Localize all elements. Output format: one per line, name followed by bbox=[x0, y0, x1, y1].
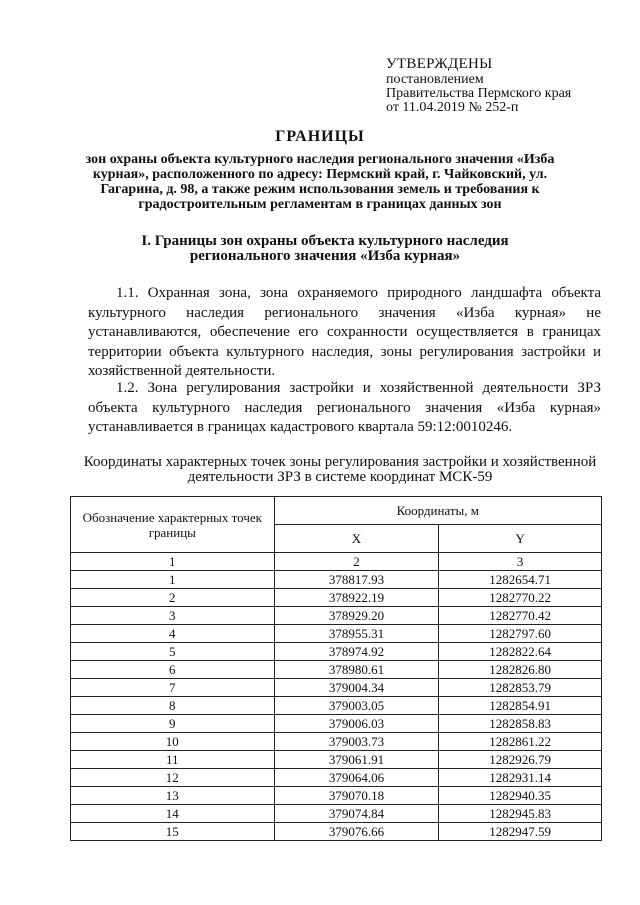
table-row bbox=[71, 679, 602, 697]
table-caption: Координаты характерных точек зоны регулирования застройки и хозяйственной деятельности ЗРЗ в системе координат МСК-59 bbox=[83, 454, 597, 485]
table-row bbox=[71, 607, 602, 625]
y-coordinate-cell: 1282858.83 bbox=[439, 715, 602, 733]
x-coordinate-cell: 378980.61 bbox=[274, 661, 439, 679]
point-number-cell: 6 bbox=[71, 661, 275, 679]
y-coordinate-cell: 1282940.35 bbox=[439, 787, 602, 805]
header-x: X bbox=[274, 525, 439, 553]
numbering-cell: 2 bbox=[274, 553, 439, 571]
table-row bbox=[71, 715, 602, 733]
y-coordinate-cell: 1282797.60 bbox=[439, 625, 602, 643]
y-coordinate-cell: 1282770.42 bbox=[439, 607, 602, 625]
point-number-cell: 1 bbox=[71, 571, 275, 589]
x-coordinate-cell: 379004.34 bbox=[274, 679, 439, 697]
x-coordinate-cell: 379074.84 bbox=[274, 805, 439, 823]
table-row bbox=[71, 787, 602, 805]
point-number-cell: 15 bbox=[71, 823, 275, 841]
point-number-cell: 8 bbox=[71, 697, 275, 715]
section-title: I. Границы зон охраны объекта культурного наследия регионального значения «Изба курная» bbox=[141, 233, 509, 264]
point-number-cell: 2 bbox=[71, 589, 275, 607]
point-number-cell: 4 bbox=[71, 625, 275, 643]
y-coordinate-cell: 1282654.71 bbox=[439, 571, 602, 589]
point-number-cell: 9 bbox=[71, 715, 275, 733]
y-coordinate-cell: 1282861.22 bbox=[439, 733, 602, 751]
document-title: ГРАНИЦЫ bbox=[275, 128, 365, 145]
point-number-cell: 10 bbox=[71, 733, 275, 751]
point-number-cell: 12 bbox=[71, 769, 275, 787]
y-coordinate-cell: 1282931.14 bbox=[439, 769, 602, 787]
y-coordinate-cell: 1282945.83 bbox=[439, 805, 602, 823]
y-coordinate-cell: 1282826.80 bbox=[439, 661, 602, 679]
x-coordinate-cell: 379064.06 bbox=[274, 769, 439, 787]
x-coordinate-cell: 378974.92 bbox=[274, 643, 439, 661]
numbering-cell: 1 bbox=[71, 553, 275, 571]
header-point-designation: Обозначение характерных точек границы bbox=[71, 497, 275, 553]
paragraph-1-2 bbox=[88, 379, 601, 438]
table-row bbox=[71, 571, 602, 589]
paragraph-1-2-text: 1.2. Зона регулирования застройки и хозяйственной деятельности ЗРЗ объекта культурного наследия регионального значения «Изба курная» устанавливается в границах кадастрового квартала 59:12:0010246. bbox=[88, 380, 601, 435]
y-coordinate-cell: 1282770.22 bbox=[439, 589, 602, 607]
table-header-row bbox=[71, 497, 602, 525]
point-number-cell: 11 bbox=[71, 751, 275, 769]
table-row bbox=[71, 733, 602, 751]
paragraph-1-1-text: 1.1. Охранная зона, зона охраняемого природного ландшафта объекта культурного наследия регионального значения «Изба курная» не устанавливаются, обеспечение его сохранности осуществляется в границах территории объекта культурного наследия, зоны регулирования застройки и хозяйственной деятельности. bbox=[88, 285, 601, 379]
header-y: Y bbox=[439, 525, 602, 553]
y-coordinate-cell: 1282926.79 bbox=[439, 751, 602, 769]
table-row bbox=[71, 697, 602, 715]
table-numbering-row bbox=[71, 553, 602, 571]
point-number-cell: 7 bbox=[71, 679, 275, 697]
approval-line-1: постановлением bbox=[386, 72, 484, 87]
point-number-cell: 5 bbox=[71, 643, 275, 661]
table-row bbox=[71, 769, 602, 787]
table-row bbox=[71, 589, 602, 607]
table-row bbox=[71, 805, 602, 823]
x-coordinate-cell: 379006.03 bbox=[274, 715, 439, 733]
approval-line-3: от 11.04.2019 № 252-п bbox=[386, 100, 519, 115]
numbering-cell: 3 bbox=[439, 553, 602, 571]
x-coordinate-cell: 378817.93 bbox=[274, 571, 439, 589]
y-coordinate-cell: 1282853.79 bbox=[439, 679, 602, 697]
approval-title: УТВЕРЖДЕНЫ bbox=[386, 56, 493, 72]
coordinates-table bbox=[70, 496, 602, 841]
table-row bbox=[71, 661, 602, 679]
y-coordinate-cell: 1282854.91 bbox=[439, 697, 602, 715]
approval-line-2: Правительства Пермского края bbox=[386, 86, 572, 101]
x-coordinate-cell: 379070.18 bbox=[274, 787, 439, 805]
x-coordinate-cell: 379003.05 bbox=[274, 697, 439, 715]
table-row bbox=[71, 823, 602, 841]
y-coordinate-cell: 1282822.64 bbox=[439, 643, 602, 661]
point-number-cell: 3 bbox=[71, 607, 275, 625]
x-coordinate-cell: 378922.19 bbox=[274, 589, 439, 607]
x-coordinate-cell: 379003.73 bbox=[274, 733, 439, 751]
document-subtitle: зон охраны объекта культурного наследия регионального значения «Изба курная», расположенного по адресу: Пермский край, г. Чайковский, ул. Гагарина, д. 98, а также режим использования земель и требования к градостроительным регламентам в границах данных зон bbox=[85, 152, 555, 212]
table-row bbox=[71, 643, 602, 661]
table-row bbox=[71, 751, 602, 769]
x-coordinate-cell: 379061.91 bbox=[274, 751, 439, 769]
y-coordinate-cell: 1282947.59 bbox=[439, 823, 602, 841]
paragraph-1-1 bbox=[88, 284, 601, 382]
approval-block bbox=[386, 56, 571, 115]
x-coordinate-cell: 378929.20 bbox=[274, 607, 439, 625]
point-number-cell: 13 bbox=[71, 787, 275, 805]
header-coordinates: Координаты, м bbox=[274, 497, 601, 525]
x-coordinate-cell: 379076.66 bbox=[274, 823, 439, 841]
table-row bbox=[71, 625, 602, 643]
point-number-cell: 14 bbox=[71, 805, 275, 823]
x-coordinate-cell: 378955.31 bbox=[274, 625, 439, 643]
